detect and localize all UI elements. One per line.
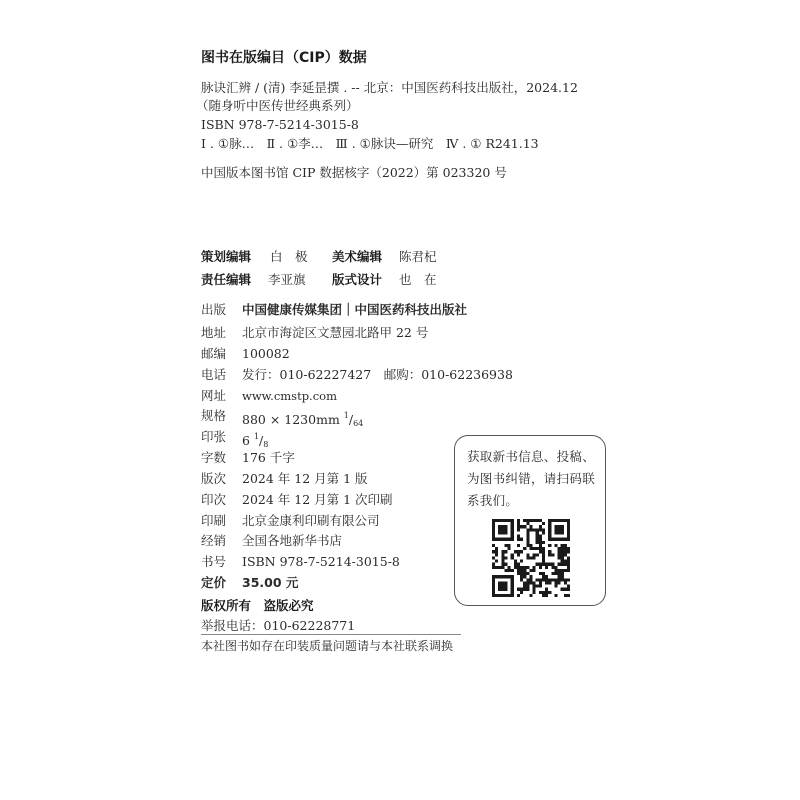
quality-notice: 本社图书如存在印装质量问题请与本社联系调换 (201, 639, 454, 653)
copyright-notice: 版权所有 盗版必究 (201, 598, 314, 613)
phone-label: 电话 (201, 367, 227, 382)
divider-line (201, 634, 461, 635)
format-fraction-denominator: 64 (353, 419, 364, 428)
layout-design-name: 也 在 (399, 272, 437, 287)
format-value-group: 880 × 1230mm $^1/_{64}$ (242, 411, 364, 428)
format-value: 880 × 1230mm (242, 412, 340, 427)
sheets-value-group: 6 $^1/_8$ (242, 432, 269, 449)
responsible-editor-label: 责任编辑 (201, 272, 252, 287)
publisher-row (201, 300, 468, 320)
distributor-row (201, 531, 343, 551)
format-row (201, 406, 364, 428)
website-label: 网址 (201, 388, 227, 403)
isbn-value: ISBN 978-7-5214-3015-8 (242, 554, 400, 569)
format-fraction-numerator: 1 (343, 411, 349, 420)
printing-value: 2024 年 12 月第 1 次印刷 (242, 492, 393, 507)
distributor-label: 经销 (201, 533, 227, 548)
planning-editor-name: 白 极 (270, 249, 308, 264)
price-row (201, 573, 299, 593)
words-label: 字数 (201, 450, 227, 465)
words-row (201, 448, 295, 468)
price-value: 35.00 元 (242, 575, 299, 590)
price-label: 定价 (201, 575, 227, 590)
publisher-label: 出版 (201, 302, 227, 317)
postcode-value: 100082 (242, 346, 290, 361)
qr-code-icon[interactable] (492, 519, 570, 601)
edition-row (201, 469, 368, 489)
address-value: 北京市海淀区文慧园北路甲 22 号 (242, 325, 429, 340)
printing-row (201, 490, 393, 510)
printer-row (201, 511, 380, 531)
printer-label: 印刷 (201, 513, 227, 528)
phone-row (201, 365, 513, 385)
qr-contact-box (454, 435, 606, 606)
cip-line-series: （随身听中医传世经典系列） (196, 98, 359, 113)
website-row (201, 386, 337, 406)
qr-box-text: 获取新书信息、投稿、为图书纠错，请扫码联系我们。 (467, 449, 596, 508)
address-row (201, 323, 429, 343)
art-editor-name: 陈君杞 (399, 249, 437, 264)
printer-value: 北京金康利印刷有限公司 (242, 513, 380, 528)
sheets-fraction-numerator: 1 (253, 432, 260, 441)
address-label: 地址 (201, 325, 227, 340)
responsible-editor-name: 李亚旗 (268, 272, 306, 287)
distributor-value: 全国各地新华书店 (242, 533, 343, 548)
postcode-label: 邮编 (201, 346, 227, 361)
art-editor-label: 美术编辑 (332, 249, 383, 264)
cip-line-title: 脉诀汇辨 / (清) 李延昰撰 . -- 北京：中国医药科技出版社，2024.12 (201, 80, 578, 95)
cip-heading: 图书在版编目（CIP）数据 (201, 50, 367, 66)
cip-record-number: 中国版本图书馆 CIP 数据核字（2022）第 023320 号 (201, 165, 507, 180)
words-value: 176 千字 (242, 450, 295, 465)
planning-editor-label: 策划编辑 (201, 249, 252, 264)
sheets-label: 印张 (201, 429, 227, 444)
publisher-value: 中国健康传媒集团｜中国医药科技出版社 (242, 302, 468, 317)
sheets-value: 6 (242, 433, 250, 448)
website-value: www.cmstp.com (242, 389, 337, 403)
phone-value: 发行：010-62227427 邮购：010-62236938 (242, 367, 513, 382)
edition-label: 版次 (201, 471, 227, 486)
layout-design-label: 版式设计 (332, 272, 383, 287)
sheets-row (201, 427, 269, 449)
isbn-label: 书号 (201, 554, 227, 569)
cip-line-isbn: ISBN 978-7-5214-3015-8 (201, 117, 359, 132)
postcode-row (201, 344, 290, 364)
cip-line-classification: Ⅰ . ①脉… Ⅱ . ①李… Ⅲ . ①脉诀—研究 Ⅳ . ① R241.13 (201, 136, 539, 151)
format-label: 规格 (201, 408, 227, 423)
report-phone: 举报电话：010-62228771 (201, 618, 356, 633)
sheets-fraction-denominator: 8 (263, 440, 269, 449)
printing-label: 印次 (201, 492, 227, 507)
edition-value: 2024 年 12 月第 1 版 (242, 471, 368, 486)
isbn-row (201, 552, 400, 572)
